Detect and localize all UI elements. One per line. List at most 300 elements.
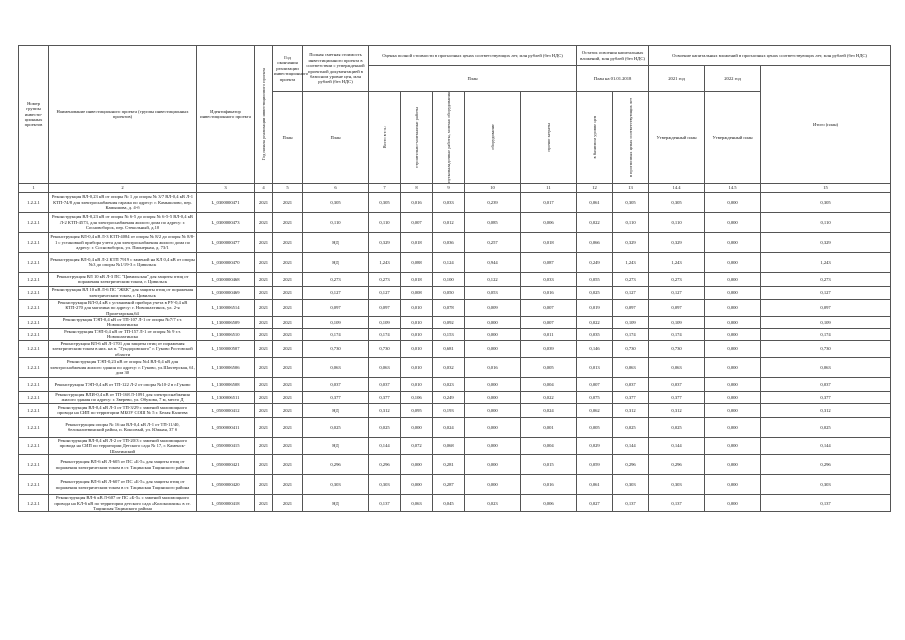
cell-id: L_1300006511 <box>197 391 255 403</box>
cell-c1: 0,010 <box>401 299 433 316</box>
cell-tot: 0,296 <box>369 455 401 475</box>
cell-y2: 2021 <box>273 192 303 212</box>
cell-d2: 0,000 <box>705 232 761 252</box>
cell-d2: 0,000 <box>705 328 761 340</box>
cell-d1: 0,037 <box>649 377 705 391</box>
cell-t: 0,037 <box>761 377 891 391</box>
cell-d1: 0,174 <box>649 328 705 340</box>
cell-d1: 0,312 <box>649 403 705 417</box>
col-number: 11 <box>521 183 577 192</box>
table-row <box>19 377 891 391</box>
col-number: 12 <box>577 183 613 192</box>
cell-y1: 2021 <box>255 232 273 252</box>
cell-g: 1.2.2.1 <box>19 272 49 286</box>
cell-id: L_0300000473 <box>197 212 255 232</box>
cell-id: L_0300000471 <box>197 192 255 212</box>
header-full-cost: Полная сметная стоимость инвестиционного проекта в соответствии с утвержденной проектной документацией в базисном уровне цен, млн рублей (без НДС) <box>303 46 369 92</box>
cell-g: 1.2.2.1 <box>19 377 49 391</box>
header-remaining: Остаток освоения капитальных вложений, млн рублей (без НДС) <box>577 46 649 66</box>
cell-c2: 0,100 <box>433 272 465 286</box>
cell-r1: 0,055 <box>577 272 613 286</box>
cell-fc: 0,273 <box>303 272 369 286</box>
header-total-incl: Всего в т.ч.: <box>369 92 401 184</box>
cell-y2: 2021 <box>273 475 303 495</box>
cell-c1: 0,000 <box>401 475 433 495</box>
cell-c4: 0,004 <box>521 377 577 391</box>
table-body <box>19 192 891 512</box>
cell-id: L_0500000421 <box>197 455 255 475</box>
cell-c3: 0,000 <box>465 340 521 357</box>
cell-d1: 0,329 <box>649 232 705 252</box>
cell-r2: 0,296 <box>613 455 649 475</box>
cell-c1: 0,010 <box>401 328 433 340</box>
table-row <box>19 299 891 316</box>
cell-c3: 0,000 <box>465 475 521 495</box>
table-row <box>19 403 891 417</box>
cell-t: 0,063 <box>761 357 891 377</box>
cell-d1: 0,109 <box>649 316 705 328</box>
cell-d2: 0,000 <box>705 403 761 417</box>
cell-fc: 0,110 <box>303 212 369 232</box>
cell-c1: 0,010 <box>401 340 433 357</box>
cell-tot: 0,730 <box>369 340 401 357</box>
cell-d2: 0,000 <box>705 340 761 357</box>
cell-d1: 0,730 <box>649 340 705 357</box>
col-number: 5 <box>273 183 303 192</box>
col-number: 6 <box>303 183 369 192</box>
cell-r2: 0,377 <box>613 391 649 403</box>
col-number: 1 <box>19 183 49 192</box>
cell-c2: 0,068 <box>433 437 465 454</box>
cell-d2: 0,000 <box>705 437 761 454</box>
cell-g: 1.2.2.1 <box>19 232 49 252</box>
cell-r2: 0,273 <box>613 272 649 286</box>
table-row <box>19 437 891 454</box>
cell-y2: 2021 <box>273 286 303 299</box>
cell-c1: 0,018 <box>401 232 433 252</box>
cell-y1: 2021 <box>255 272 273 286</box>
cell-c4: 0,017 <box>521 192 577 212</box>
cell-id: L_0300000470 <box>197 252 255 272</box>
cell-tot: 0,305 <box>369 192 401 212</box>
cell-c2: 0,681 <box>433 340 465 357</box>
cell-name: Реконструкция ВЛ 10 кВ Л-3 ПС "Цивильская" для защиты птиц от поражения электрическим током, г. Цивильск <box>49 272 197 286</box>
cell-name: Реконструкция ВЛ-0,4 кВ Л-2 от ТП-20/3 с заменой маломощного провода на СИП по территории Детского сада № 17, г. Каменск-Шахтинский <box>49 437 197 454</box>
cell-d1: 1,243 <box>649 252 705 272</box>
cell-fc: НД <box>303 495 369 512</box>
cell-tot: 0,303 <box>369 475 401 495</box>
header-other: прочие затраты <box>521 92 577 184</box>
cell-c1: 0,016 <box>401 192 433 212</box>
cell-fc: 0,174 <box>303 328 369 340</box>
cell-g: 1.2.2.1 <box>19 417 49 437</box>
cell-id: L_0500000411 <box>197 417 255 437</box>
cell-t: 0,303 <box>761 475 891 495</box>
cell-c3: 0,023 <box>465 495 521 512</box>
cell-y2: 2021 <box>273 455 303 475</box>
header-plan: План <box>369 66 577 92</box>
cell-r2: 0,329 <box>613 232 649 252</box>
cell-d1: 0,137 <box>649 495 705 512</box>
cell-y2: 2021 <box>273 340 303 357</box>
cell-c3: 0,000 <box>465 391 521 403</box>
table-row <box>19 475 891 495</box>
table-row <box>19 252 891 272</box>
cell-y2: 2021 <box>273 495 303 512</box>
cell-y1: 2021 <box>255 455 273 475</box>
cell-g: 1.2.2.1 <box>19 340 49 357</box>
header-sub-plan-2: План <box>303 92 369 184</box>
cell-y2: 2021 <box>273 252 303 272</box>
cell-y1: 2021 <box>255 377 273 391</box>
cell-name: Реконструкция ВЛ-0,23 кВ от опоры № 1 до опоры № 3/7 ВЛ-0,4 кВ Л-1 КТП-74/8 для электроснабжения гаража по адресу: г. Камышлово, пер. Камышова, д. 4-б <box>49 192 197 212</box>
cell-c4: 0,006 <box>521 495 577 512</box>
header-equipment: оборудование <box>465 92 521 184</box>
cell-y2: 2021 <box>273 328 303 340</box>
cell-fc: 0,025 <box>303 417 369 437</box>
cell-c2: 0,033 <box>433 192 465 212</box>
header-year-start: Год начала реализации инвестиционного проекта <box>255 46 273 184</box>
cell-t: 0,730 <box>761 340 891 357</box>
cell-c1: 0,000 <box>401 417 433 437</box>
cell-d1: 0,127 <box>649 286 705 299</box>
cell-c2: 0,012 <box>433 212 465 232</box>
col-number: 10 <box>465 183 521 192</box>
cell-y1: 2021 <box>255 475 273 495</box>
cell-y1: 2021 <box>255 340 273 357</box>
cell-t: 0,377 <box>761 391 891 403</box>
cell-c3: 0,053 <box>465 286 521 299</box>
cell-y1: 2021 <box>255 299 273 316</box>
cell-d1: 0,305 <box>649 192 705 212</box>
table-row <box>19 286 891 299</box>
cell-fc: НД <box>303 232 369 252</box>
cell-c3: 0,009 <box>465 299 521 316</box>
cell-name: Реконструкция ТЭП-0,4 кВ от ТП-122 Л-2 от опоры №10-2 в г.Гуково <box>49 377 197 391</box>
cell-g: 1.2.2.1 <box>19 437 49 454</box>
cell-r1: 0,062 <box>577 403 613 417</box>
cell-c3: 0,239 <box>465 192 521 212</box>
cell-d2: 0,000 <box>705 377 761 391</box>
cell-g: 1.2.2.1 <box>19 495 49 512</box>
cell-t: 0,174 <box>761 328 891 340</box>
cell-d2: 0,000 <box>705 212 761 232</box>
cell-c3: 0,122 <box>465 272 521 286</box>
cell-d2: 0,000 <box>705 391 761 403</box>
cell-r2: 0,137 <box>613 495 649 512</box>
cell-r1: 0,025 <box>577 286 613 299</box>
cell-name: Реконструкция ВЛ-6 кВ Л-1701 для защиты птиц от поражения электрическим током в них. на п. "Гундоровского" г. Гуково Ростовской области <box>49 340 197 357</box>
cell-c2: 0,078 <box>433 299 465 316</box>
header-in-forecast: в прогнозных ценах соответствующих лет <box>613 92 649 184</box>
cell-c4: 0,005 <box>521 357 577 377</box>
cell-y1: 2021 <box>255 286 273 299</box>
cell-t: 0,110 <box>761 212 891 232</box>
table-row <box>19 316 891 328</box>
cell-id: L_0300000477 <box>197 232 255 252</box>
cell-d2: 0,000 <box>705 495 761 512</box>
cell-c3: 0,000 <box>465 316 521 328</box>
cell-g: 1.2.2.1 <box>19 212 49 232</box>
cell-r2: 0,127 <box>613 286 649 299</box>
cell-t: 0,097 <box>761 299 891 316</box>
cell-c4: 0,007 <box>521 299 577 316</box>
cell-c4: 0,001 <box>521 417 577 437</box>
cell-t: 0,305 <box>761 192 891 212</box>
cell-t: 0,273 <box>761 272 891 286</box>
cell-c3: 0,085 <box>465 212 521 232</box>
cell-c3: 0,000 <box>465 403 521 417</box>
cell-c4: 0,007 <box>521 316 577 328</box>
cell-g: 1.2.2.1 <box>19 286 49 299</box>
cell-c2: 0,153 <box>433 328 465 340</box>
cell-c1: 0,106 <box>401 391 433 403</box>
cell-c2: 0,287 <box>433 475 465 495</box>
cell-d2: 0,000 <box>705 192 761 212</box>
cell-t: 0,296 <box>761 455 891 475</box>
table-row <box>19 357 891 377</box>
cell-c4: 0,087 <box>521 252 577 272</box>
cell-c2: 0,193 <box>433 403 465 417</box>
cell-y1: 2021 <box>255 495 273 512</box>
header-sub-plan-1: План <box>273 92 303 184</box>
cell-r2: 0,312 <box>613 403 649 417</box>
cell-y2: 2021 <box>273 391 303 403</box>
cell-r1: 0,061 <box>577 475 613 495</box>
cell-t: 0,025 <box>761 417 891 437</box>
cell-tot: 0,025 <box>369 417 401 437</box>
cell-g: 1.2.2.1 <box>19 475 49 495</box>
header-group-no: Номер группы инвести-ционных проектов <box>19 46 49 184</box>
cell-r1: 0,059 <box>577 455 613 475</box>
cell-fc: 0,377 <box>303 391 369 403</box>
cell-r2: 0,037 <box>613 377 649 391</box>
col-number: 7 <box>369 183 401 192</box>
cell-r1: 0,022 <box>577 316 613 328</box>
header-project-name: Наименование инвестиционного проекта (группы инвестиционных проектов) <box>49 46 197 184</box>
cell-g: 1.2.2.1 <box>19 192 49 212</box>
table-row <box>19 417 891 437</box>
cell-c3: 0,016 <box>465 357 521 377</box>
cell-fc: 0,109 <box>303 316 369 328</box>
header-plan-on-date: План на 01.01.2018 <box>577 66 649 92</box>
cell-id: L_1300006506 <box>197 357 255 377</box>
cell-r2: 0,303 <box>613 475 649 495</box>
cell-d2: 0,000 <box>705 272 761 286</box>
cell-tot: 1,243 <box>369 252 401 272</box>
cell-r2: 1,243 <box>613 252 649 272</box>
cell-y2: 2021 <box>273 299 303 316</box>
cell-fc: НД <box>303 403 369 417</box>
cell-y2: 2021 <box>273 437 303 454</box>
cell-tot: 0,273 <box>369 272 401 286</box>
cell-c4: 0,011 <box>521 328 577 340</box>
cell-r2: 0,144 <box>613 437 649 454</box>
cell-d2: 0,000 <box>705 357 761 377</box>
cell-d2: 0,000 <box>705 299 761 316</box>
cell-r1: 0,029 <box>577 437 613 454</box>
cell-id: L_0500000415 <box>197 437 255 454</box>
cell-tot: 0,110 <box>369 212 401 232</box>
cell-y2: 2021 <box>273 417 303 437</box>
cell-y1: 2021 <box>255 316 273 328</box>
cell-c4: 0,016 <box>521 286 577 299</box>
cell-r1: 0,066 <box>577 232 613 252</box>
cell-fc: 0,037 <box>303 377 369 391</box>
cell-y2: 2021 <box>273 377 303 391</box>
cell-id: L_1300006509 <box>197 316 255 328</box>
cell-t: 0,127 <box>761 286 891 299</box>
cell-name: Реконструкция ВЛ-0,4 кВ с установкой прибора учета в РУ-0,4 кВ КТП-270 для магазина по адресу: г. Новошахтинск, ул. 2-я Пролетарская,64 <box>49 299 197 316</box>
cell-tot: 0,174 <box>369 328 401 340</box>
cell-c2: 0,024 <box>433 417 465 437</box>
cell-y1: 2021 <box>255 192 273 212</box>
cell-name: Реконструкция ВЛ-6 кВ Л-607 от ПС «Б-5» для защиты птиц от поражения электрическим током в ст. Тацинская Тацинского района <box>49 475 197 495</box>
cell-c3: 0,000 <box>465 328 521 340</box>
cell-fc: 0,303 <box>303 475 369 495</box>
col-number: 14.4 <box>649 183 705 192</box>
cell-c1: 0,018 <box>401 272 433 286</box>
table-row <box>19 455 891 475</box>
cell-id: L_1300006508 <box>197 377 255 391</box>
header-total-plan: Итого (план) <box>761 66 891 184</box>
cell-g: 1.2.2.1 <box>19 328 49 340</box>
col-number: 9 <box>433 183 465 192</box>
cell-c1: 0,007 <box>401 212 433 232</box>
cell-d1: 0,097 <box>649 299 705 316</box>
cell-name: Реконструкция ВЛ-0,23 кВ от опоры № 6-5 до опоры № 6-5-5 ВЛ-0,4 кВ Л-2 КТП-4573, для электроснабжения жилого дома по адресу: г. Сосновоборск, пер. Стекольный, д.10 <box>49 212 197 232</box>
col-number: 13 <box>613 183 649 192</box>
cell-r2: 0,730 <box>613 340 649 357</box>
cell-name: Реконструкция ВЛ-6 кВ Л-605 от ПС «Б-5» для защиты птиц от поражения электрическим током в ст. Тацинская Тацинского района <box>49 455 197 475</box>
cell-r2: 0,109 <box>613 316 649 328</box>
cell-g: 1.2.2.1 <box>19 391 49 403</box>
cell-r2: 0,174 <box>613 328 649 340</box>
cell-c4: 0,015 <box>521 455 577 475</box>
cell-fc: НД <box>303 252 369 272</box>
cell-tot: 0,329 <box>369 232 401 252</box>
cell-d1: 0,144 <box>649 437 705 454</box>
cell-name: Реконструкция ВЛ-6 кВ Л-607 от ПС «Б-5» с заменой маломощного провода на КЛ-6 кВ по территории детского сада «Колокольчик» в ст. Тацинская Тацинского района <box>49 495 197 512</box>
cell-fc: 0,305 <box>303 192 369 212</box>
cell-g: 1.2.2.1 <box>19 357 49 377</box>
cell-r1: 0,007 <box>577 377 613 391</box>
cell-fc: 0,296 <box>303 455 369 475</box>
cell-y1: 2021 <box>255 212 273 232</box>
cell-c1: 0,010 <box>401 377 433 391</box>
table-row <box>19 391 891 403</box>
cell-c2: 0,249 <box>433 391 465 403</box>
cell-tot: 0,144 <box>369 437 401 454</box>
cell-d1: 0,273 <box>649 272 705 286</box>
cell-c4: 0,022 <box>521 391 577 403</box>
cell-r1: 0,027 <box>577 495 613 512</box>
cell-g: 1.2.2.1 <box>19 316 49 328</box>
table-row <box>19 328 891 340</box>
col-number: 15 <box>761 183 891 192</box>
cell-d2: 0,000 <box>705 286 761 299</box>
cell-name: Реконструкция ВЛ-0,4 кВ Л-3 КТП-4084 от опоры № 8/2 до опоры № 8/8-1 с установкой прибора учета для электроснабжения жилого дома по адресу: г. Сосновоборск, ул. Пионерная, д. 73/1 <box>49 232 197 252</box>
cell-c3: 0,257 <box>465 232 521 252</box>
header-in-base: в базисном уровне цен <box>577 92 613 184</box>
cell-r2: 0,110 <box>613 212 649 232</box>
cell-fc: 0,127 <box>303 286 369 299</box>
cell-y2: 2021 <box>273 403 303 417</box>
cell-t: 1,243 <box>761 252 891 272</box>
cell-c4: 0,033 <box>521 272 577 286</box>
cell-tot: 0,097 <box>369 299 401 316</box>
cell-y2: 2021 <box>273 232 303 252</box>
cell-d2: 0,000 <box>705 316 761 328</box>
cell-fc: 0,730 <box>303 340 369 357</box>
cell-c1: 0,095 <box>401 403 433 417</box>
cell-c1: 0,072 <box>401 437 433 454</box>
cell-id: L_0300000468 <box>197 272 255 286</box>
cell-id: L_0300000469 <box>197 286 255 299</box>
cell-fc: 0,063 <box>303 357 369 377</box>
header-approved-2: Утвержденный план <box>705 92 761 184</box>
cell-c2: 0,092 <box>433 316 465 328</box>
cell-y2: 2021 <box>273 316 303 328</box>
cell-c4: 0,024 <box>521 403 577 417</box>
cell-y1: 2021 <box>255 252 273 272</box>
table-row <box>19 340 891 357</box>
cell-tot: 0,063 <box>369 357 401 377</box>
cell-t: 0,329 <box>761 232 891 252</box>
cell-c1: 0,008 <box>401 286 433 299</box>
cell-id: L_1500000507 <box>197 340 255 357</box>
header-estimate-full: Оценка полной стоимости в прогнозных ценах соответствующих лет, млн рублей (без НДС) <box>369 46 577 66</box>
cell-y1: 2021 <box>255 403 273 417</box>
cell-c3: 0,000 <box>465 377 521 391</box>
col-number: 3 <box>197 183 255 192</box>
cell-name: Реконструкция ВЛ-0,4 кВ Л-2 КТП 7919 с заменой на КЛ 0,4 кВ от опоры №3 до опоры №1/19-3 г. Цивильск <box>49 252 197 272</box>
cell-d1: 0,110 <box>649 212 705 232</box>
cell-c1: 0,010 <box>401 316 433 328</box>
cell-y1: 2021 <box>255 391 273 403</box>
cell-r1: 0,035 <box>577 328 613 340</box>
cell-r1: 0,075 <box>577 391 613 403</box>
cell-d1: 0,063 <box>649 357 705 377</box>
header-development: Освоение капитальных вложений в прогнозных ценах соответствующих лет, млн рублей (без НДС) <box>649 46 891 66</box>
cell-id: L_0500000420 <box>197 475 255 495</box>
table-row <box>19 272 891 286</box>
cell-c3: 0,944 <box>465 252 521 272</box>
cell-tot: 0,037 <box>369 377 401 391</box>
cell-y1: 2021 <box>255 417 273 437</box>
cell-d2: 0,000 <box>705 252 761 272</box>
cell-y1: 2021 <box>255 357 273 377</box>
cell-c1: 0,010 <box>401 357 433 377</box>
cell-tot: 0,109 <box>369 316 401 328</box>
table-row <box>19 232 891 252</box>
cell-r1: 0,146 <box>577 340 613 357</box>
cell-d1: 0,025 <box>649 417 705 437</box>
cell-d1: 0,377 <box>649 391 705 403</box>
cell-id: L_0500000418 <box>197 495 255 512</box>
cell-r1: 0,019 <box>577 299 613 316</box>
cell-name: Реконструкция ТЭП-0,4 кВ от ТП-107 Л-1 от опоры №7/7 г.т. Новошахтинска <box>49 316 197 328</box>
cell-c2: 0,036 <box>433 232 465 252</box>
cell-fc: НД <box>303 437 369 454</box>
cell-name: Реконструкция ТЭП-0,23 кВ от опоры №4 ВЛ-0,4 кВ для электроснабжения жилого здания по адресу: г. Гуково, ул.Шахтерская, 61, дом 30 <box>49 357 197 377</box>
cell-tot: 0,377 <box>369 391 401 403</box>
cell-tot: 0,312 <box>369 403 401 417</box>
cell-r1: 0,249 <box>577 252 613 272</box>
cell-t: 0,144 <box>761 437 891 454</box>
cell-y2: 2021 <box>273 212 303 232</box>
cell-c2: 0,023 <box>433 377 465 391</box>
